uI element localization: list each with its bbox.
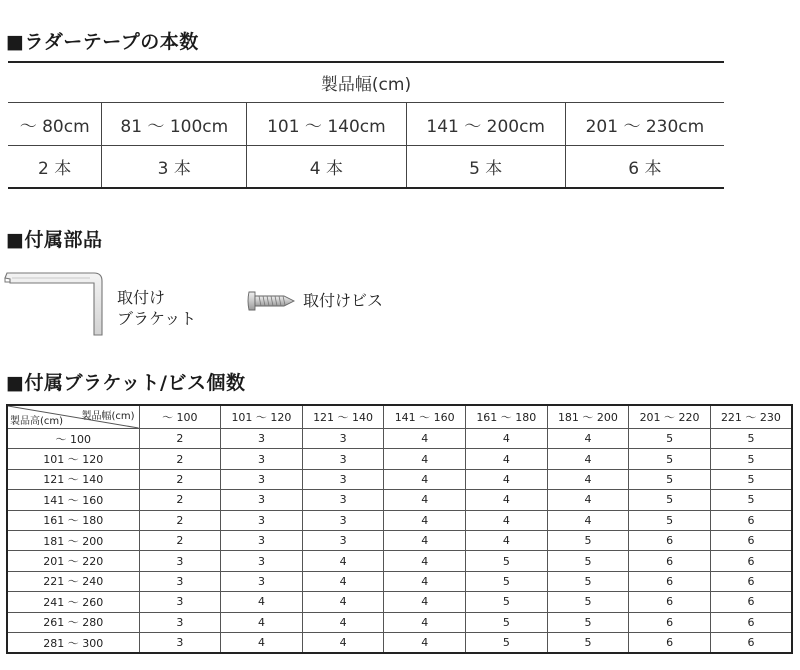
count-cell: 5 [547, 551, 629, 571]
count-cell: 4 [384, 490, 466, 510]
count-cell: 4 [384, 592, 466, 612]
count-cell: 6 [710, 551, 792, 571]
count-cell: 3 [221, 490, 303, 510]
row-header: 101 ～ 120 [7, 449, 139, 469]
count-cell: 3 [302, 449, 384, 469]
count-cell: 3 [139, 571, 221, 591]
count-cell: 5 [710, 449, 792, 469]
count-cell: 5 [547, 592, 629, 612]
count-cell: 5 [629, 469, 711, 489]
column-header: 201 ～ 220 [629, 405, 711, 429]
column-header: 141 ～ 160 [384, 405, 466, 429]
count-cell: 4 [302, 632, 384, 653]
ladder-width-cell: 81 ～ 100cm [102, 103, 247, 146]
count-cell: 5 [710, 469, 792, 489]
count-cell: 6 [710, 632, 792, 653]
count-cell: 6 [710, 592, 792, 612]
ladder-count-cell: 5 本 [406, 146, 565, 189]
count-cell: 5 [547, 632, 629, 653]
count-cell: 4 [384, 510, 466, 530]
count-cell: 5 [547, 530, 629, 550]
ladder-table-header: 製品幅(cm) [8, 62, 724, 103]
screw-label: 取付けビス [303, 291, 384, 310]
ladder-width-cell: 101 ～ 140cm [247, 103, 406, 146]
count-cell: 2 [139, 490, 221, 510]
count-cell: 4 [466, 449, 548, 469]
count-cell: 2 [139, 449, 221, 469]
count-cell: 3 [221, 429, 303, 449]
row-header: ～ 100 [7, 429, 139, 449]
table-row [7, 469, 792, 489]
count-cell: 3 [139, 612, 221, 632]
column-header: 181 ～ 200 [547, 405, 629, 429]
count-cell: 4 [302, 592, 384, 612]
count-cell: 3 [139, 632, 221, 653]
ladder-count-cell: 3 本 [102, 146, 247, 189]
ladder-width-cell: ～ 80cm [8, 103, 102, 146]
bracket-label-line2: ブラケット [117, 309, 197, 328]
count-cell: 4 [547, 449, 629, 469]
count-cell: 4 [466, 469, 548, 489]
count-cell: 4 [547, 469, 629, 489]
ladder-width-cell: 201 ～ 230cm [565, 103, 724, 146]
row-header: 121 ～ 140 [7, 469, 139, 489]
count-cell: 5 [629, 429, 711, 449]
count-cell: 5 [710, 429, 792, 449]
count-cell: 3 [302, 490, 384, 510]
table-corner-cell [7, 405, 139, 429]
column-header: ～ 100 [139, 405, 221, 429]
count-cell: 6 [629, 571, 711, 591]
screw-icon [246, 290, 296, 312]
count-cell: 4 [384, 429, 466, 449]
ladder-count-cell: 6 本 [565, 146, 724, 189]
table-row [7, 490, 792, 510]
count-cell: 4 [547, 510, 629, 530]
count-cell: 6 [629, 592, 711, 612]
count-cell: 3 [221, 510, 303, 530]
count-cell: 5 [466, 632, 548, 653]
row-header: 281 ～ 300 [7, 632, 139, 653]
ladder-section-title: ■ラダーテープの本数 [6, 31, 199, 53]
bracket-label-line1: 取付け [117, 288, 166, 307]
count-cell: 4 [466, 490, 548, 510]
column-header: 101 ～ 120 [221, 405, 303, 429]
count-cell: 6 [710, 612, 792, 632]
count-cell: 4 [221, 612, 303, 632]
count-cell: 6 [629, 632, 711, 653]
count-cell: 5 [547, 612, 629, 632]
count-cell: 6 [710, 530, 792, 550]
count-cell: 3 [221, 449, 303, 469]
count-cell: 5 [466, 612, 548, 632]
table-row [7, 429, 792, 449]
row-header: 241 ～ 260 [7, 592, 139, 612]
count-cell: 3 [302, 469, 384, 489]
table-row [7, 632, 792, 653]
count-cell: 4 [302, 571, 384, 591]
table-row [7, 571, 792, 591]
ladder-width-cell: 141 ～ 200cm [406, 103, 565, 146]
row-axis-label: 製品高(cm) [10, 416, 64, 427]
count-cell: 4 [384, 551, 466, 571]
count-cell: 4 [384, 632, 466, 653]
count-cell: 6 [629, 551, 711, 571]
count-cell: 5 [466, 592, 548, 612]
count-cell: 4 [384, 530, 466, 550]
row-header: 181 ～ 200 [7, 530, 139, 550]
count-cell: 4 [302, 612, 384, 632]
count-cell: 4 [221, 632, 303, 653]
column-header: 121 ～ 140 [302, 405, 384, 429]
count-cell: 5 [629, 449, 711, 469]
count-cell: 4 [384, 571, 466, 591]
bracket-icon [2, 268, 110, 340]
parts-section-title: ■付属部品 [6, 229, 103, 251]
count-cell: 4 [221, 592, 303, 612]
count-cell: 5 [466, 571, 548, 591]
count-cell: 6 [710, 510, 792, 530]
column-header: 161 ～ 180 [466, 405, 548, 429]
ladder-count-cell: 4 本 [247, 146, 406, 189]
table-row [7, 612, 792, 632]
count-cell: 5 [466, 551, 548, 571]
count-cell: 5 [710, 490, 792, 510]
count-cell: 4 [384, 469, 466, 489]
count-cell: 4 [547, 490, 629, 510]
count-cell: 6 [629, 612, 711, 632]
count-cell: 3 [221, 571, 303, 591]
count-cell: 4 [466, 510, 548, 530]
count-cell: 3 [221, 530, 303, 550]
count-cell: 4 [466, 429, 548, 449]
row-header: 141 ～ 160 [7, 490, 139, 510]
count-cell: 2 [139, 469, 221, 489]
col-axis-label: 製品幅(cm) [81, 411, 135, 422]
count-cell: 3 [302, 429, 384, 449]
table-row [7, 449, 792, 469]
count-cell: 3 [139, 592, 221, 612]
ladder-tape-table [8, 61, 724, 189]
table-row [7, 551, 792, 571]
row-header: 201 ～ 220 [7, 551, 139, 571]
count-cell: 2 [139, 530, 221, 550]
bracket-table-section-title: ■付属ブラケット/ビス個数 [6, 372, 246, 394]
ladder-count-cell: 2 本 [8, 146, 102, 189]
count-cell: 5 [547, 571, 629, 591]
row-header: 261 ～ 280 [7, 612, 139, 632]
count-cell: 2 [139, 510, 221, 530]
count-cell: 3 [139, 551, 221, 571]
count-cell: 5 [629, 510, 711, 530]
row-header: 221 ～ 240 [7, 571, 139, 591]
bracket-count-table [6, 404, 793, 654]
row-header: 161 ～ 180 [7, 510, 139, 530]
count-cell: 2 [139, 429, 221, 449]
count-cell: 5 [629, 490, 711, 510]
count-cell: 4 [384, 612, 466, 632]
count-cell: 3 [221, 469, 303, 489]
count-cell: 4 [302, 551, 384, 571]
count-cell: 6 [710, 571, 792, 591]
count-cell: 4 [384, 449, 466, 469]
table-row [7, 530, 792, 550]
count-cell: 4 [466, 530, 548, 550]
column-header: 221 ～ 230 [710, 405, 792, 429]
count-cell: 3 [221, 551, 303, 571]
count-cell: 3 [302, 510, 384, 530]
count-cell: 6 [629, 530, 711, 550]
table-row [7, 592, 792, 612]
table-row [7, 510, 792, 530]
count-cell: 4 [547, 429, 629, 449]
count-cell: 3 [302, 530, 384, 550]
